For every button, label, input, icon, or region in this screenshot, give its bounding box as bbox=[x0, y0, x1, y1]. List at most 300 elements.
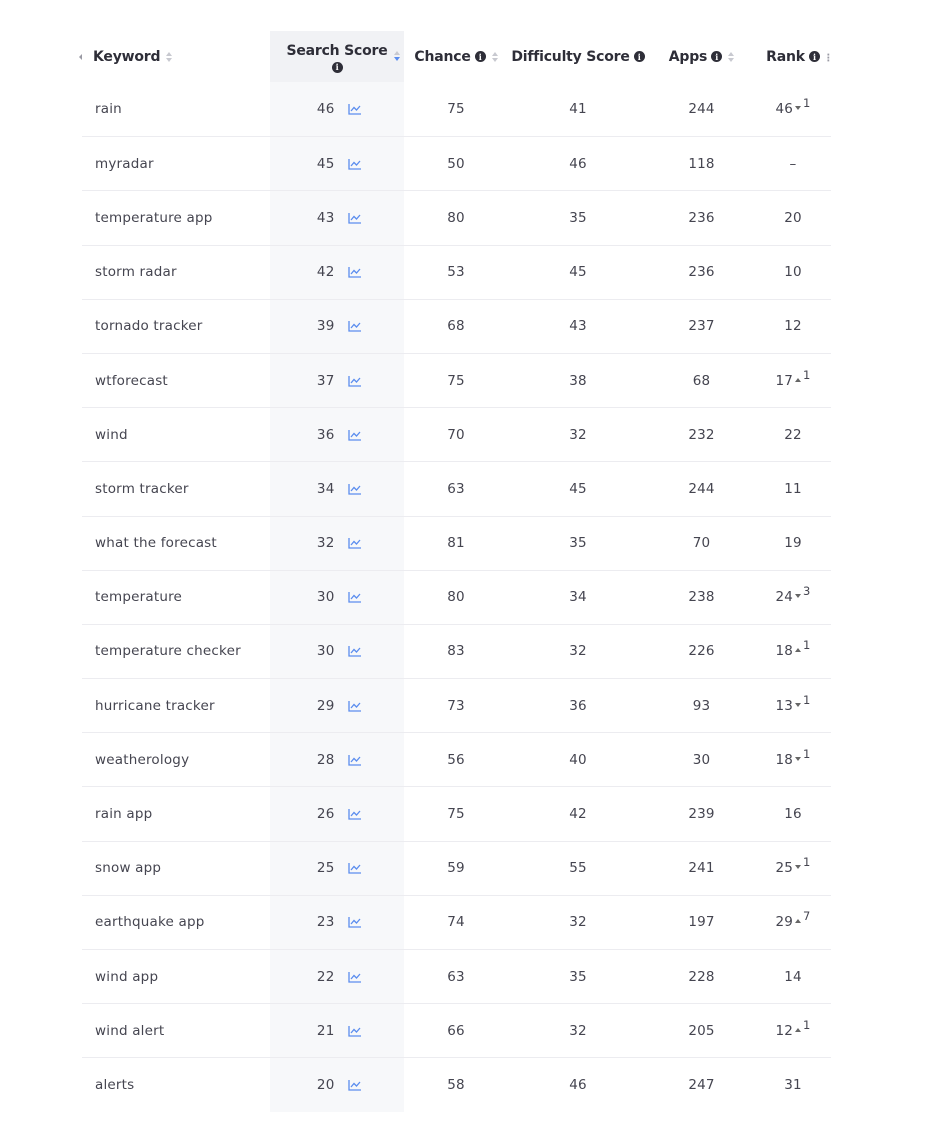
chance-cell bbox=[404, 354, 508, 407]
chance-cell bbox=[404, 517, 508, 570]
keyword-text: rain app bbox=[95, 806, 153, 823]
apps-cell bbox=[648, 408, 755, 461]
trend-line-chart-icon[interactable] bbox=[348, 916, 362, 928]
keyword-cell bbox=[82, 462, 270, 515]
search-score-cell bbox=[270, 191, 404, 244]
scroll-left-icon[interactable] bbox=[79, 54, 82, 60]
difficulty-value: 55 bbox=[569, 860, 587, 877]
search-score-cell bbox=[270, 842, 404, 895]
apps-cell bbox=[648, 842, 755, 895]
keyword-text: snow app bbox=[95, 860, 162, 877]
table-row[interactable] bbox=[82, 353, 831, 407]
search-score-cell bbox=[270, 408, 404, 461]
keyword-cell bbox=[82, 950, 270, 1003]
rank-change-delta: 7 bbox=[803, 909, 811, 924]
apps-cell bbox=[648, 1058, 755, 1111]
search-score-cell bbox=[270, 571, 404, 624]
header-difficulty-score[interactable]: Difficulty Score i bbox=[508, 31, 648, 82]
apps-value: 68 bbox=[692, 372, 711, 389]
rank-cell bbox=[755, 1004, 831, 1057]
info-icon[interactable]: i bbox=[711, 51, 722, 62]
chance-cell bbox=[404, 462, 508, 515]
header-keyword[interactable]: Keyword bbox=[82, 31, 270, 82]
table-row[interactable] bbox=[82, 949, 831, 1003]
trend-line-chart-icon[interactable] bbox=[348, 862, 362, 874]
rank-wrap bbox=[775, 746, 811, 768]
rank-cell bbox=[755, 517, 831, 570]
keyword-text: weatherology bbox=[95, 751, 190, 768]
rank-wrap bbox=[790, 156, 797, 172]
apps-value: 236 bbox=[688, 209, 715, 226]
trend-line-chart-icon[interactable] bbox=[348, 212, 362, 224]
info-icon[interactable]: i bbox=[809, 51, 820, 62]
rank-wrap bbox=[784, 806, 802, 822]
rank-value: – bbox=[789, 155, 797, 172]
keyword-cell bbox=[82, 246, 270, 299]
difficulty-value: 43 bbox=[569, 318, 587, 335]
rank-cell bbox=[755, 950, 831, 1003]
difficulty-cell bbox=[508, 300, 648, 353]
rank-wrap bbox=[775, 367, 811, 389]
table-row[interactable] bbox=[82, 732, 831, 786]
difficulty-value: 40 bbox=[569, 751, 587, 768]
rank-cell bbox=[755, 896, 831, 949]
apps-cell bbox=[648, 950, 755, 1003]
keyword-cell bbox=[82, 82, 270, 136]
chance-value: 83 bbox=[447, 643, 465, 660]
rank-wrap bbox=[775, 692, 811, 714]
apps-value: 232 bbox=[688, 426, 715, 443]
chance-cell bbox=[404, 1004, 508, 1057]
apps-cell bbox=[648, 571, 755, 624]
chance-value: 73 bbox=[447, 697, 465, 714]
trend-line-chart-icon[interactable] bbox=[348, 754, 362, 766]
difficulty-cell bbox=[508, 842, 648, 895]
difficulty-cell bbox=[508, 517, 648, 570]
rank-value: 31 bbox=[784, 1076, 802, 1093]
rank-cell bbox=[755, 191, 831, 244]
search-score-value: 25 bbox=[316, 860, 335, 877]
difficulty-value: 41 bbox=[569, 101, 587, 118]
search-score-cell bbox=[270, 1058, 404, 1111]
search-score-cell bbox=[270, 950, 404, 1003]
apps-value: 247 bbox=[688, 1076, 715, 1093]
apps-cell bbox=[648, 679, 755, 732]
table-row[interactable] bbox=[82, 299, 831, 353]
table-row[interactable] bbox=[82, 245, 831, 299]
chance-value: 75 bbox=[447, 372, 465, 389]
table-row[interactable] bbox=[82, 461, 831, 515]
difficulty-cell bbox=[508, 246, 648, 299]
apps-cell bbox=[648, 354, 755, 407]
search-score-cell bbox=[270, 679, 404, 732]
search-score-value: 43 bbox=[316, 209, 335, 226]
table-body bbox=[82, 82, 831, 1112]
apps-value: 244 bbox=[688, 101, 715, 118]
difficulty-cell bbox=[508, 408, 648, 461]
chance-cell bbox=[404, 571, 508, 624]
chance-cell bbox=[404, 842, 508, 895]
search-score-cell bbox=[270, 1004, 404, 1057]
apps-cell bbox=[648, 82, 755, 136]
search-score-value: 42 bbox=[316, 264, 335, 281]
search-score-cell bbox=[270, 625, 404, 678]
chance-cell bbox=[404, 679, 508, 732]
rank-down-arrow-icon bbox=[795, 757, 801, 761]
apps-value: 205 bbox=[688, 1022, 715, 1039]
rank-wrap bbox=[784, 969, 802, 985]
table-row[interactable] bbox=[82, 407, 831, 461]
search-score-cell bbox=[270, 137, 404, 190]
keyword-text: wind app bbox=[95, 968, 159, 985]
chance-cell bbox=[404, 246, 508, 299]
search-score-value: 37 bbox=[316, 372, 335, 389]
rank-value: 12 bbox=[784, 318, 802, 335]
scroll-right-icon[interactable]: ⋮ bbox=[823, 53, 833, 64]
difficulty-value: 46 bbox=[569, 155, 587, 172]
chance-value: 63 bbox=[447, 968, 465, 985]
info-icon[interactable]: i bbox=[332, 62, 343, 73]
rank-value: 29 bbox=[775, 914, 794, 931]
trend-line-chart-icon[interactable] bbox=[348, 537, 362, 549]
search-score-cell bbox=[270, 517, 404, 570]
apps-value: 237 bbox=[688, 318, 715, 335]
search-score-value: 21 bbox=[316, 1022, 335, 1039]
chance-value: 59 bbox=[447, 860, 465, 877]
search-score-value: 36 bbox=[316, 426, 335, 443]
search-score-value: 30 bbox=[316, 589, 335, 606]
rank-wrap bbox=[775, 96, 811, 118]
trend-line-chart-icon[interactable] bbox=[348, 808, 362, 820]
header-apps[interactable]: Apps i bbox=[648, 31, 755, 82]
chance-value: 80 bbox=[447, 589, 465, 606]
chance-cell bbox=[404, 733, 508, 786]
table-row[interactable] bbox=[82, 841, 831, 895]
difficulty-cell bbox=[508, 354, 648, 407]
header-search-score[interactable]: Search Score i bbox=[270, 31, 404, 82]
search-score-value: 20 bbox=[316, 1076, 335, 1093]
apps-cell bbox=[648, 625, 755, 678]
difficulty-cell bbox=[508, 950, 648, 1003]
rank-value: 11 bbox=[784, 480, 802, 497]
rank-value: 17 bbox=[775, 372, 794, 389]
search-score-cell bbox=[270, 246, 404, 299]
rank-value: 22 bbox=[784, 426, 802, 443]
difficulty-value: 46 bbox=[569, 1076, 587, 1093]
chance-value: 58 bbox=[447, 1076, 465, 1093]
search-score-value: 28 bbox=[316, 751, 335, 768]
rank-wrap bbox=[784, 318, 802, 334]
rank-wrap bbox=[775, 909, 811, 931]
difficulty-cell bbox=[508, 896, 648, 949]
header-rank[interactable]: Rank i bbox=[755, 31, 831, 82]
table-row[interactable] bbox=[82, 1003, 831, 1057]
keyword-cell bbox=[82, 137, 270, 190]
rank-up-arrow-icon bbox=[795, 648, 801, 652]
trend-line-chart-icon[interactable] bbox=[348, 429, 362, 441]
apps-cell bbox=[648, 191, 755, 244]
rank-value: 24 bbox=[775, 589, 794, 606]
apps-cell bbox=[648, 733, 755, 786]
rank-change-delta: 1 bbox=[803, 96, 811, 111]
keyword-cell bbox=[82, 679, 270, 732]
table-row[interactable] bbox=[82, 624, 831, 678]
rank-value: 16 bbox=[784, 806, 802, 823]
keyword-cell bbox=[82, 787, 270, 840]
search-score-cell bbox=[270, 787, 404, 840]
chance-cell bbox=[404, 896, 508, 949]
search-score-value: 22 bbox=[316, 968, 335, 985]
chance-value: 70 bbox=[447, 426, 465, 443]
difficulty-cell bbox=[508, 462, 648, 515]
search-score-cell bbox=[270, 354, 404, 407]
keyword-cell bbox=[82, 300, 270, 353]
trend-line-chart-icon[interactable] bbox=[348, 266, 362, 278]
rank-value: 19 bbox=[784, 535, 802, 552]
rank-cell bbox=[755, 571, 831, 624]
rank-change-delta: 1 bbox=[803, 1017, 811, 1032]
chance-cell bbox=[404, 191, 508, 244]
rank-change-delta: 1 bbox=[803, 638, 811, 653]
apps-value: 244 bbox=[688, 480, 715, 497]
rank-cell bbox=[755, 625, 831, 678]
header-chance[interactable]: Chance i bbox=[404, 31, 508, 82]
rank-cell bbox=[755, 787, 831, 840]
trend-line-chart-icon[interactable] bbox=[348, 320, 362, 332]
difficulty-value: 35 bbox=[569, 209, 587, 226]
trend-line-chart-icon[interactable] bbox=[348, 971, 362, 983]
apps-value: 118 bbox=[688, 155, 715, 172]
rank-down-arrow-icon bbox=[795, 106, 801, 110]
sort-arrows-icon[interactable] bbox=[166, 52, 172, 62]
rank-change-delta: 3 bbox=[803, 584, 811, 599]
difficulty-cell bbox=[508, 733, 648, 786]
difficulty-value: 32 bbox=[569, 914, 587, 931]
rank-cell bbox=[755, 82, 831, 136]
table-row[interactable] bbox=[82, 190, 831, 244]
difficulty-cell bbox=[508, 787, 648, 840]
difficulty-cell bbox=[508, 1058, 648, 1111]
rank-wrap bbox=[784, 535, 802, 551]
trend-line-chart-icon[interactable] bbox=[348, 1025, 362, 1037]
keyword-text: myradar bbox=[95, 155, 154, 172]
keyword-cell bbox=[82, 896, 270, 949]
keyword-text: storm radar bbox=[95, 264, 177, 281]
apps-value: 93 bbox=[692, 697, 711, 714]
difficulty-value: 32 bbox=[569, 1022, 587, 1039]
keyword-text: hurricane tracker bbox=[95, 697, 215, 714]
difficulty-cell bbox=[508, 625, 648, 678]
rank-cell bbox=[755, 733, 831, 786]
table-row[interactable] bbox=[82, 1057, 831, 1111]
search-score-value: 32 bbox=[316, 535, 335, 552]
keyword-text: storm tracker bbox=[95, 480, 189, 497]
chance-cell bbox=[404, 1058, 508, 1111]
apps-value: 238 bbox=[688, 589, 715, 606]
chance-value: 53 bbox=[447, 264, 465, 281]
keyword-cell bbox=[82, 1004, 270, 1057]
keyword-cell bbox=[82, 191, 270, 244]
trend-line-chart-icon[interactable] bbox=[348, 375, 362, 387]
rank-down-arrow-icon bbox=[795, 865, 801, 869]
trend-line-chart-icon[interactable] bbox=[348, 103, 362, 115]
info-icon[interactable]: i bbox=[475, 51, 486, 62]
search-score-cell bbox=[270, 462, 404, 515]
search-score-cell bbox=[270, 896, 404, 949]
rank-value: 10 bbox=[784, 264, 802, 281]
chance-cell bbox=[404, 950, 508, 1003]
rank-wrap bbox=[784, 481, 802, 497]
rank-wrap bbox=[784, 1077, 802, 1093]
apps-cell bbox=[648, 896, 755, 949]
chance-value: 74 bbox=[447, 914, 465, 931]
chance-cell bbox=[404, 82, 508, 136]
apps-cell bbox=[648, 517, 755, 570]
trend-line-chart-icon[interactable] bbox=[348, 645, 362, 657]
rank-value: 18 bbox=[775, 643, 794, 660]
chance-value: 56 bbox=[447, 751, 465, 768]
info-icon[interactable]: i bbox=[634, 51, 645, 62]
keyword-text: what the forecast bbox=[95, 535, 217, 552]
rank-cell bbox=[755, 300, 831, 353]
table-row[interactable] bbox=[82, 895, 831, 949]
rank-cell bbox=[755, 137, 831, 190]
chance-cell bbox=[404, 300, 508, 353]
search-score-value: 34 bbox=[316, 480, 335, 497]
search-score-value: 23 bbox=[316, 914, 335, 931]
rank-cell bbox=[755, 408, 831, 461]
chance-value: 81 bbox=[447, 535, 465, 552]
table-row[interactable] bbox=[82, 678, 831, 732]
rank-value: 46 bbox=[775, 101, 794, 118]
chance-cell bbox=[404, 408, 508, 461]
rank-change-delta: 1 bbox=[803, 855, 811, 870]
rank-cell bbox=[755, 246, 831, 299]
rank-up-arrow-icon bbox=[795, 919, 801, 923]
table-row[interactable] bbox=[82, 136, 831, 190]
trend-line-chart-icon[interactable] bbox=[348, 158, 362, 170]
rank-change-delta: 1 bbox=[803, 692, 811, 707]
rank-change-delta: 1 bbox=[803, 367, 811, 382]
apps-cell bbox=[648, 137, 755, 190]
search-score-value: 39 bbox=[316, 318, 335, 335]
chance-value: 80 bbox=[447, 209, 465, 226]
difficulty-value: 45 bbox=[569, 480, 587, 497]
difficulty-value: 42 bbox=[569, 806, 587, 823]
search-score-value: 26 bbox=[316, 806, 335, 823]
rank-cell bbox=[755, 354, 831, 407]
rank-value: 14 bbox=[784, 968, 802, 985]
apps-cell bbox=[648, 462, 755, 515]
apps-cell bbox=[648, 300, 755, 353]
rank-change-delta: 1 bbox=[803, 746, 811, 761]
chance-cell bbox=[404, 625, 508, 678]
difficulty-value: 36 bbox=[569, 697, 587, 714]
keyword-text: temperature checker bbox=[95, 643, 241, 660]
keyword-text: tornado tracker bbox=[95, 318, 203, 335]
keyword-cell bbox=[82, 625, 270, 678]
apps-value: 226 bbox=[688, 643, 715, 660]
keyword-cell bbox=[82, 1058, 270, 1111]
table-header bbox=[82, 31, 831, 82]
rank-value: 25 bbox=[775, 860, 794, 877]
rank-wrap bbox=[775, 584, 811, 606]
trend-line-chart-icon[interactable] bbox=[348, 1079, 362, 1091]
search-score-value: 45 bbox=[316, 155, 335, 172]
rank-value: 12 bbox=[775, 1022, 794, 1039]
keyword-text: earthquake app bbox=[95, 914, 205, 931]
keyword-cell bbox=[82, 733, 270, 786]
difficulty-cell bbox=[508, 1004, 648, 1057]
chance-value: 68 bbox=[447, 318, 465, 335]
chance-value: 50 bbox=[447, 155, 465, 172]
search-score-value: 46 bbox=[316, 101, 335, 118]
rank-value: 18 bbox=[775, 751, 794, 768]
apps-value: 241 bbox=[688, 860, 715, 877]
search-score-cell bbox=[270, 82, 404, 136]
chance-value: 66 bbox=[447, 1022, 465, 1039]
apps-value: 236 bbox=[688, 264, 715, 281]
difficulty-value: 35 bbox=[569, 968, 587, 985]
apps-cell bbox=[648, 246, 755, 299]
search-score-value: 29 bbox=[316, 697, 335, 714]
sort-arrows-icon[interactable] bbox=[728, 52, 734, 62]
keyword-text: temperature bbox=[95, 589, 183, 606]
keyword-cell bbox=[82, 408, 270, 461]
rank-cell bbox=[755, 842, 831, 895]
rank-wrap bbox=[775, 855, 811, 877]
keyword-cell bbox=[82, 842, 270, 895]
keyword-cell bbox=[82, 517, 270, 570]
trend-line-chart-icon[interactable] bbox=[348, 591, 362, 603]
table-row[interactable] bbox=[82, 570, 831, 624]
keyword-cell bbox=[82, 354, 270, 407]
apps-value: 228 bbox=[688, 968, 715, 985]
rank-up-arrow-icon bbox=[795, 1028, 801, 1032]
apps-value: 197 bbox=[688, 914, 715, 931]
difficulty-cell bbox=[508, 137, 648, 190]
rank-cell bbox=[755, 1058, 831, 1111]
rank-wrap bbox=[775, 1017, 811, 1039]
rank-cell bbox=[755, 679, 831, 732]
apps-value: 70 bbox=[692, 535, 711, 552]
apps-value: 30 bbox=[692, 751, 711, 768]
sort-arrows-icon[interactable] bbox=[492, 52, 498, 62]
chance-value: 75 bbox=[447, 101, 465, 118]
table-row[interactable] bbox=[82, 786, 831, 840]
difficulty-value: 32 bbox=[569, 426, 587, 443]
table-row[interactable] bbox=[82, 82, 831, 136]
sort-arrows-icon[interactable] bbox=[394, 51, 400, 61]
search-score-cell bbox=[270, 733, 404, 786]
rank-up-arrow-icon bbox=[795, 378, 801, 382]
difficulty-cell bbox=[508, 82, 648, 136]
keyword-text: wind alert bbox=[95, 1022, 165, 1039]
apps-cell bbox=[648, 1004, 755, 1057]
rank-wrap bbox=[775, 638, 811, 660]
trend-line-chart-icon[interactable] bbox=[348, 483, 362, 495]
difficulty-value: 32 bbox=[569, 643, 587, 660]
difficulty-cell bbox=[508, 679, 648, 732]
keyword-text: wind bbox=[95, 426, 128, 443]
trend-line-chart-icon[interactable] bbox=[348, 700, 362, 712]
keyword-text: alerts bbox=[95, 1076, 135, 1093]
chance-cell bbox=[404, 787, 508, 840]
apps-cell bbox=[648, 787, 755, 840]
keyword-text: temperature app bbox=[95, 209, 213, 226]
table-row[interactable] bbox=[82, 516, 831, 570]
rank-down-arrow-icon bbox=[795, 703, 801, 707]
